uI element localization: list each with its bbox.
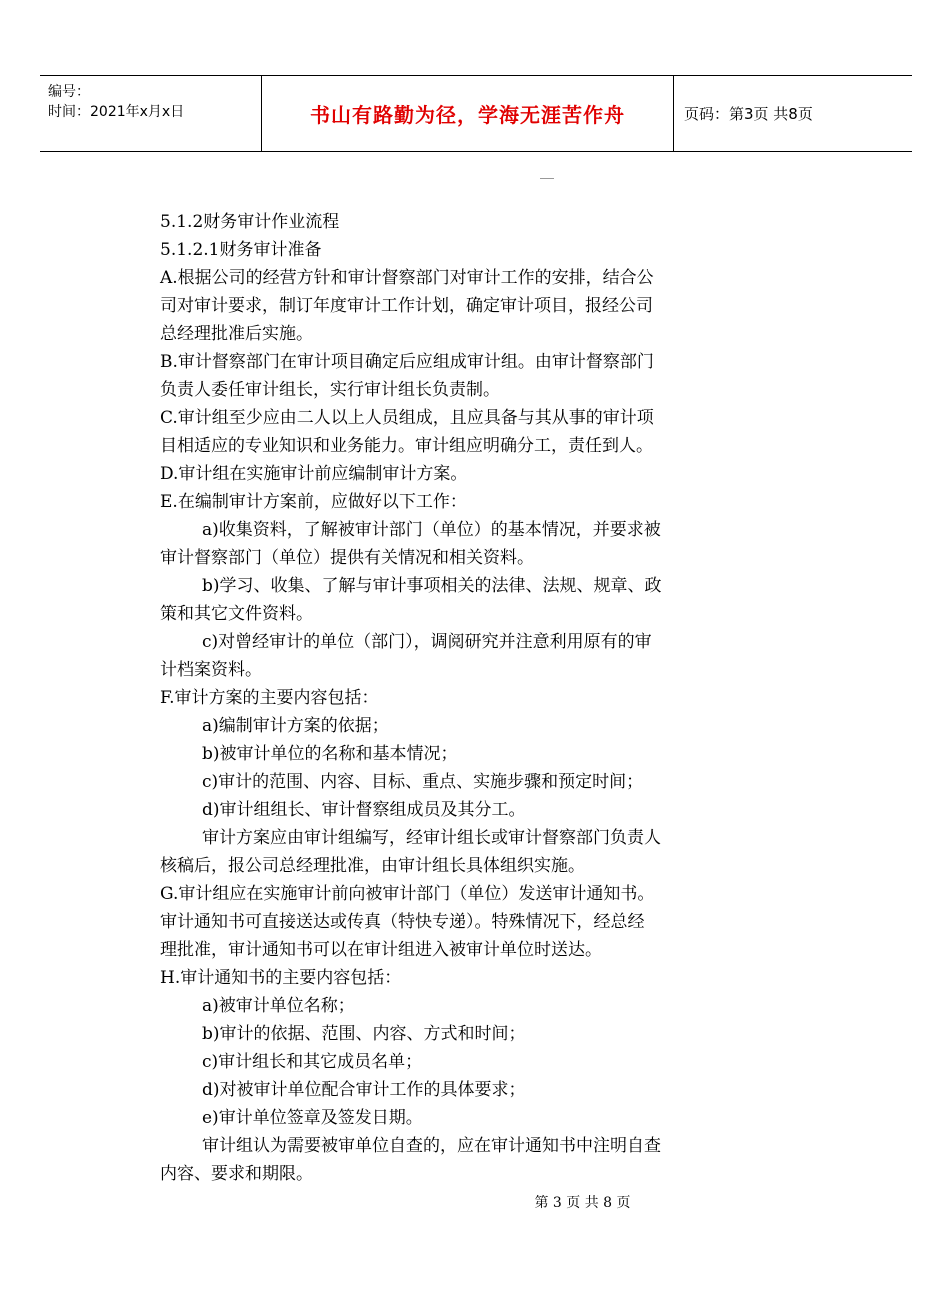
subsection-heading: 5.1.2.1财务审计准备 — [160, 240, 322, 260]
header-motto: 书山有路勤为径，学海无涯苦作舟 — [310, 103, 625, 127]
list-item: d)审计组组长、审计督察组成员及其分工。 — [202, 800, 526, 820]
text-line: D.审计组在实施审计前应编制审计方案。 — [160, 464, 468, 484]
list-item: c)审计的范围、内容、目标、重点、实施步骤和预定时间； — [202, 772, 644, 792]
text-line: 审计组认为需要被审单位自查的，应在审计通知书中注明自查 — [202, 1136, 661, 1156]
list-item: d)对被审计单位配合审计工作的具体要求； — [202, 1080, 526, 1100]
header-motto-cell — [261, 76, 674, 151]
text-line: 审计通知书可直接送达或传真（特快专递）。特殊情况下，经总经 — [160, 912, 645, 932]
list-item: a)编制审计方案的依据； — [202, 716, 389, 736]
text-line: 负责人委任审计组长，实行审计组长负责制。 — [160, 380, 500, 400]
section-heading: 5.1.2财务审计作业流程 — [160, 212, 340, 232]
page-footer: 第 3 页 共 8 页 — [534, 1195, 631, 1211]
separator-dash — [540, 178, 554, 179]
text-line: E.在编制审计方案前，应做好以下工作： — [160, 492, 467, 512]
list-item: b)学习、收集、了解与审计事项相关的法律、法规、规章、政 — [202, 576, 662, 596]
text-line: 理批准，审计通知书可以在审计组进入被审计单位时送达。 — [160, 940, 602, 960]
list-item: e)审计单位签章及签发日期。 — [202, 1108, 423, 1128]
text-line: 计档案资料。 — [160, 660, 262, 680]
text-line: 目相适应的专业知识和业务能力。审计组应明确分工，责任到人。 — [160, 436, 653, 456]
text-line: 审计方案应由审计组编写，经审计组长或审计督察部门负责人 — [202, 828, 661, 848]
text-line: F.审计方案的主要内容包括： — [160, 688, 379, 708]
page-header — [40, 75, 912, 152]
document-time-label: 时间：2021年x月x日 — [48, 104, 185, 120]
document-number-label: 编号： — [48, 84, 90, 100]
text-line: C.审计组至少应由二人以上人员组成，且应具备与其从事的审计项 — [160, 408, 654, 428]
text-line: 核稿后，报公司总经理批准，由审计组长具体组织实施。 — [160, 856, 585, 876]
text-line: G.审计组应在实施审计前向被审计部门（单位）发送审计通知书。 — [160, 884, 655, 904]
list-item: a)被审计单位名称； — [202, 996, 355, 1016]
text-line: 审计督察部门（单位）提供有关情况和相关资料。 — [160, 548, 534, 568]
text-line: 内容、要求和期限。 — [160, 1164, 313, 1184]
text-line: 司对审计要求，制订年度审计工作计划，确定审计项目，报经公司 — [160, 296, 653, 316]
list-item: b)审计的依据、范围、内容、方式和时间； — [202, 1024, 526, 1044]
document-body — [160, 208, 800, 1188]
text-line: H.审计通知书的主要内容包括： — [160, 968, 402, 988]
text-line: A.根据公司的经营方针和审计督察部门对审计工作的安排，结合公 — [160, 268, 654, 288]
header-page-cell — [674, 76, 912, 151]
list-item: c)审计组长和其它成员名单； — [202, 1052, 423, 1072]
text-line: B.审计督察部门在审计项目确定后应组成审计组。由审计督察部门 — [160, 352, 654, 372]
text-line: 总经理批准后实施。 — [160, 324, 313, 344]
header-meta — [40, 76, 261, 151]
list-item: a)收集资料，了解被审计部门（单位）的基本情况，并要求被 — [202, 520, 661, 540]
list-item: b)被审计单位的名称和基本情况； — [202, 744, 458, 764]
list-item: c)对曾经审计的单位（部门），调阅研究并注意利用原有的审 — [202, 632, 652, 652]
header-page-label: 页码：第3页 共8页 — [684, 105, 813, 123]
text-line: 策和其它文件资料。 — [160, 604, 313, 624]
